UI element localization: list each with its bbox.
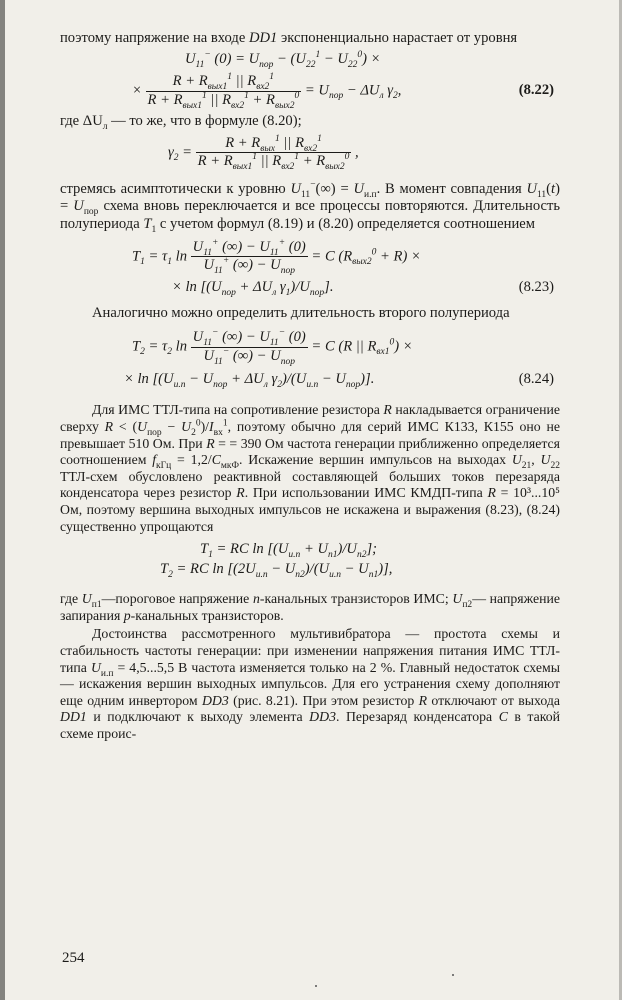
- equation-8-24-line2: × $\ln [(U_{и.п} - U_{пор} + \Delta U_л$ $\gamma_2)/(U_{и.п} - U_{пор})$]. (8.24): [124, 371, 554, 391]
- page-left-edge: [0, 0, 5, 1000]
- equation-gamma2: $\gamma_2$ = $\frac{R + R_{вых}^1 || R_{вх2}^1}{R + R_{вых1}^1 || R_{вх2}^1 + R_{вых2}^0}$ ,: [168, 133, 359, 173]
- equation-8-24-line1: $T_2 = \tau_2$ ln $\frac{U_{11}^- (\infty) - U_{11}^- (0)}{U_{11}^- (\infty) - U_{пор}}$ = C (R || $R_{вх1}^0$) ×: [132, 328, 413, 367]
- paragraph-advantages: Достоинства рассмотренного мультивибратора — простота схемы и стабильность частоты генерации: при изменении напряжения питания ИМС ТТЛ-типа $U_{и.п} = 4,5...5,5$ В частота изменяется только на 2 %. Главный недостаток схемы — искажения вершин выходных импульсов. Для его устранения схему дополняют еще одним инвертором DD3 (рис. 8.21). При этом резистор R отключают от выхода DD1 и подключают к выходу элемента DD3. Перезаряд конденсатора C в такой схеме проис-: [60, 626, 560, 741]
- equation-8-22-line1: $U_{11}^-$ $(0) = U_{пор} - (U_{22}^1 - U_{22}^0)$ ×: [185, 50, 381, 71]
- paragraph-second-halfperiod: Аналогично можно определить длительность второго полупериода: [92, 305, 510, 322]
- equation-8-23-line2: × $\ln [(U_{пор} + \Delta U_л$ $\gamma_1)/U_{пор}$]. (8.23): [172, 279, 554, 298]
- paragraph-asymptote: стремясь асимптотически к уровню $U_{11}^-(\infty) = U_{и.п}$. В момент совпадения $U_{11}(t) = U_{пор}$ схема вновь переключается и все процессы повторяются. Длительность полупериода $T_1$ с учетом формул (8.19) и (8.20) определяется соотношением: [60, 179, 560, 235]
- equation-8-22-line2: × $\frac{R + R_{вых1}^1 || R_{вх2}^1}{R + R_{вых1}^1 || R_{вх2}^1 + R_{вых2}^0}$ = $U_{пор} - \Delta U_л$ $\gamma_2$, (8.22): [132, 72, 554, 111]
- page-number: 254: [62, 950, 85, 966]
- equation-label-8-22: (8.22): [518, 82, 554, 99]
- paragraph-ttl-limits: Для ИМС ТТЛ-типа на сопротивление резистора R накладывается ограничение сверху $R < (U_{пор} - U_2^0)/I_{вх}^1$, поэтому обычно для серий ИМС К133, К155 оно не превышает 510 Ом. При R = = 390 Ом частота генерации приближенно определяется соотношением $f_{кГц} = 1,2/C_{мкФ}$. Искажение вершин импульсов на выходах $U_{21}$, $U_{22}$ ТТЛ-схем обусловлено реактивной составляющей больших токов перезаряда конденсатора через резистор R. При использовании ИМС КМДП-типа R = 10³...10⁵ Ом, поэтому вершина выходных импульсов не искажена и выражения (8.23), (8.24) существенно упрощаются: [60, 402, 560, 534]
- paragraph-intro: поэтому напряжение на входе DD1 экспоненциально нарастает от уровня: [60, 30, 518, 46]
- page-body: [60, 30, 560, 743]
- paragraph-where-1: где $\Delta U_л$ — то же, что в формуле (8.20);: [60, 113, 302, 133]
- equation-label-8-24: (8.24): [518, 371, 554, 388]
- print-speck: [452, 974, 454, 976]
- print-speck: [315, 985, 317, 987]
- equation-simplified-t1: $T_1$ = RC $\ln [(U_{и.п} + U_{п1})/U_{п2}]$;: [200, 541, 378, 561]
- paragraph-where-2: где $U_{п1}—пороговое$ напряжение n-канальных транзисторов ИМС; $U_{п2}—$ напряжение запирания p-канальных транзисторов.: [60, 591, 560, 623]
- equation-8-23-line1: $T_1 = \tau_1$ ln $\frac{U_{11}^+ (\infty) - U_{11}^+ (0)}{U_{11}^+ (\infty) - U_{пор}}$ = C $(R_{вых2}^0 + R)$ ×: [132, 238, 421, 277]
- equation-simplified-t2: $T_2$ = RC $\ln [(2U_{и.п} - U_{п2})/(U_{и.п} - U_{п1})]$,: [160, 561, 393, 581]
- equation-label-8-23: (8.23): [518, 279, 554, 296]
